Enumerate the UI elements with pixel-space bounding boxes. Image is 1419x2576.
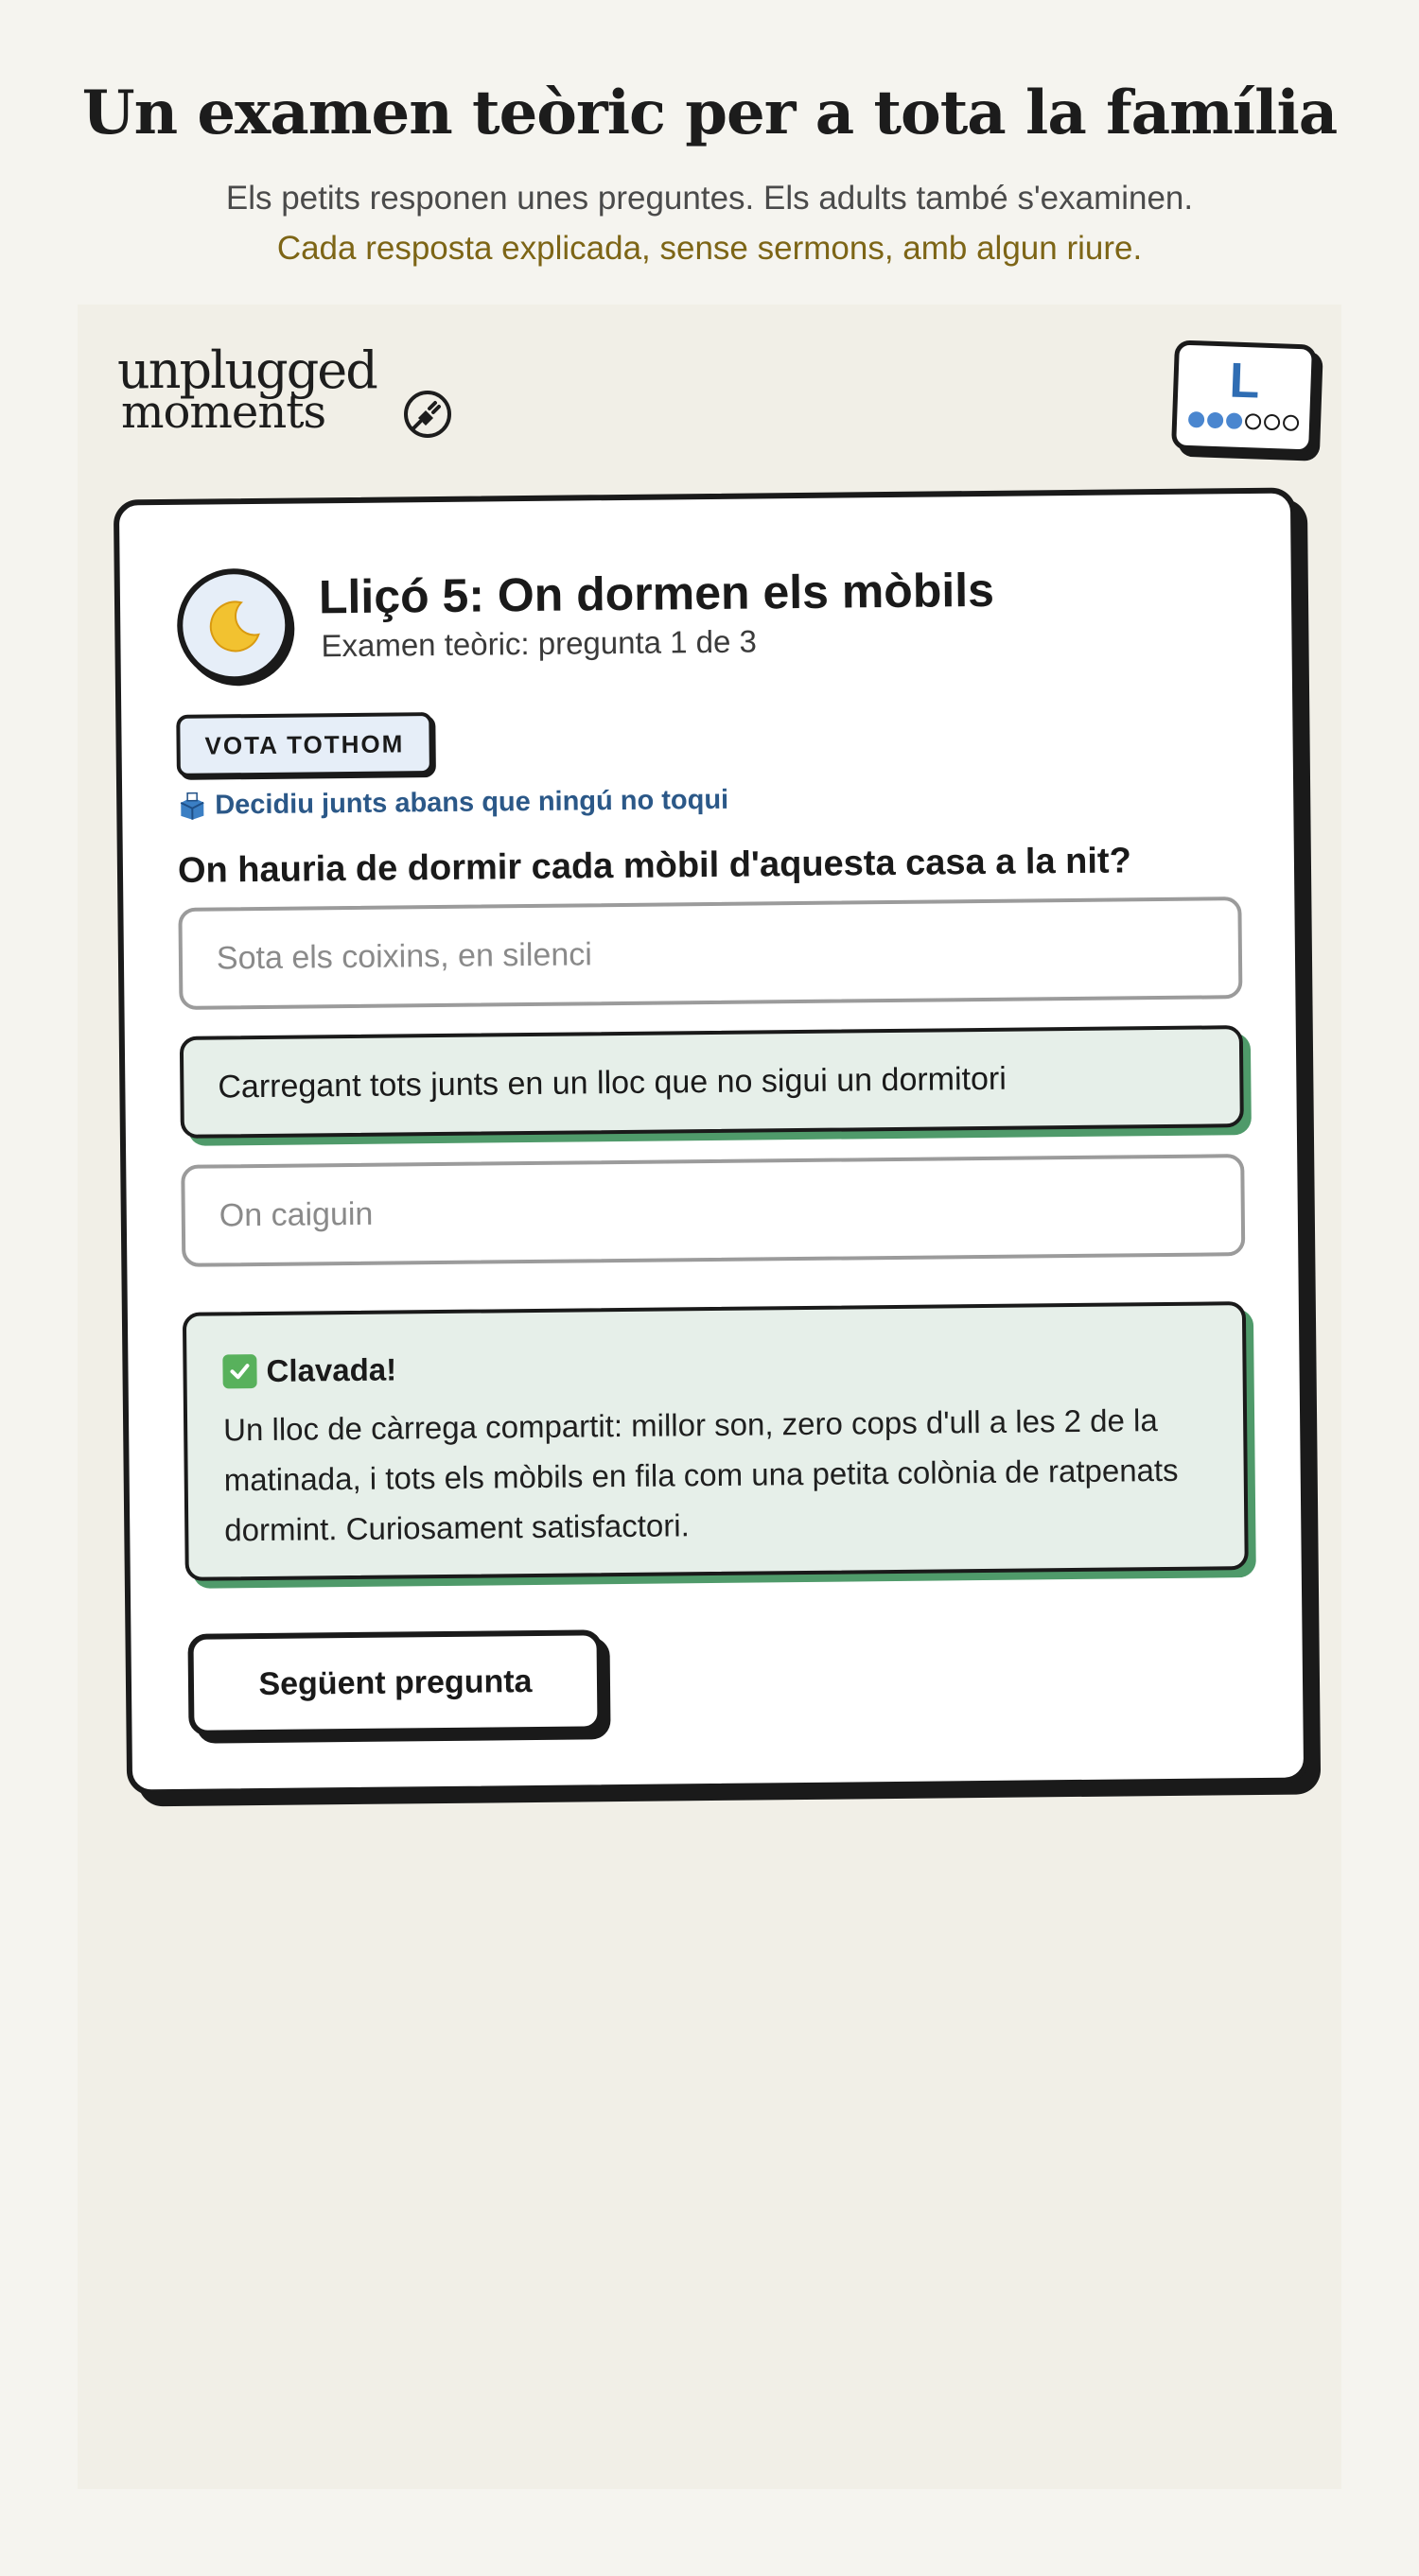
answer-option-3[interactable] [181, 1154, 1245, 1267]
lesson-icon-circle [177, 568, 291, 683]
lesson-progress-text: Examen teòric: pregunta 1 de 3 [321, 623, 758, 664]
lesson-title: Lliçó 5: On dormen els mòbils [318, 563, 995, 624]
progress-dots [1181, 411, 1306, 432]
plug-icon [401, 388, 454, 441]
page-subtitle-accent: Cada resposta explicada, sense sermons, amb algun riure. [276, 230, 1143, 267]
app-frame [78, 305, 1341, 2489]
answer-option-1[interactable] [178, 896, 1242, 1010]
page-subtitle: Els petits responen unes preguntes. Els adults també s'examinen. [225, 180, 1194, 217]
answer-option-label: Carregant tots junts en un lloc que no sigui un dormitori [218, 1060, 1007, 1105]
progress-dot-empty [1244, 413, 1261, 430]
answer-option-label: On caiguin [219, 1195, 374, 1233]
feedback-heading [222, 1352, 396, 1390]
progress-dot-filled [1206, 412, 1223, 429]
lesson-card [114, 487, 1309, 1795]
question-text: On hauria de dormir cada mòbil d'aquesta casa a la nit? [177, 841, 1132, 891]
progress-dot-filled [1187, 411, 1204, 428]
brand-logo[interactable] [117, 340, 458, 444]
answer-feedback [183, 1301, 1249, 1581]
next-question-button[interactable]: Següent pregunta [187, 1629, 603, 1736]
progress-dot-empty [1282, 414, 1299, 431]
decide-hint-text: Decidiu junts abans que ningú no toqui [215, 784, 729, 821]
answer-option-label: Sota els coixins, en silenci [216, 935, 592, 976]
ballot-box-icon [177, 791, 207, 821]
feedback-title: Clavada! [266, 1351, 397, 1388]
logo-text-line1: unplugged [117, 340, 377, 400]
check-mark-icon [222, 1354, 256, 1388]
answer-option-2-selected[interactable] [180, 1025, 1244, 1139]
vote-badge: VOTA TOTHOM [176, 712, 432, 777]
decide-hint [177, 785, 728, 822]
moon-icon [203, 595, 265, 656]
learner-plate-badge [1171, 339, 1317, 454]
progress-dot-filled [1225, 412, 1242, 429]
learner-letter: L [1228, 353, 1261, 409]
progress-dot-empty [1263, 414, 1280, 431]
feedback-body: Un lloc de càrrega compartit: millor son, zero cops d'ull a les 2 de la matinada, i tots els mòbils en fila com una petita colònia de ratpenats dormint. Curiosament satisfactori. [222, 1402, 1179, 1548]
page-title: Un examen teòric per a tota la família [81, 78, 1338, 148]
logo-text-line2: moments [121, 386, 326, 439]
